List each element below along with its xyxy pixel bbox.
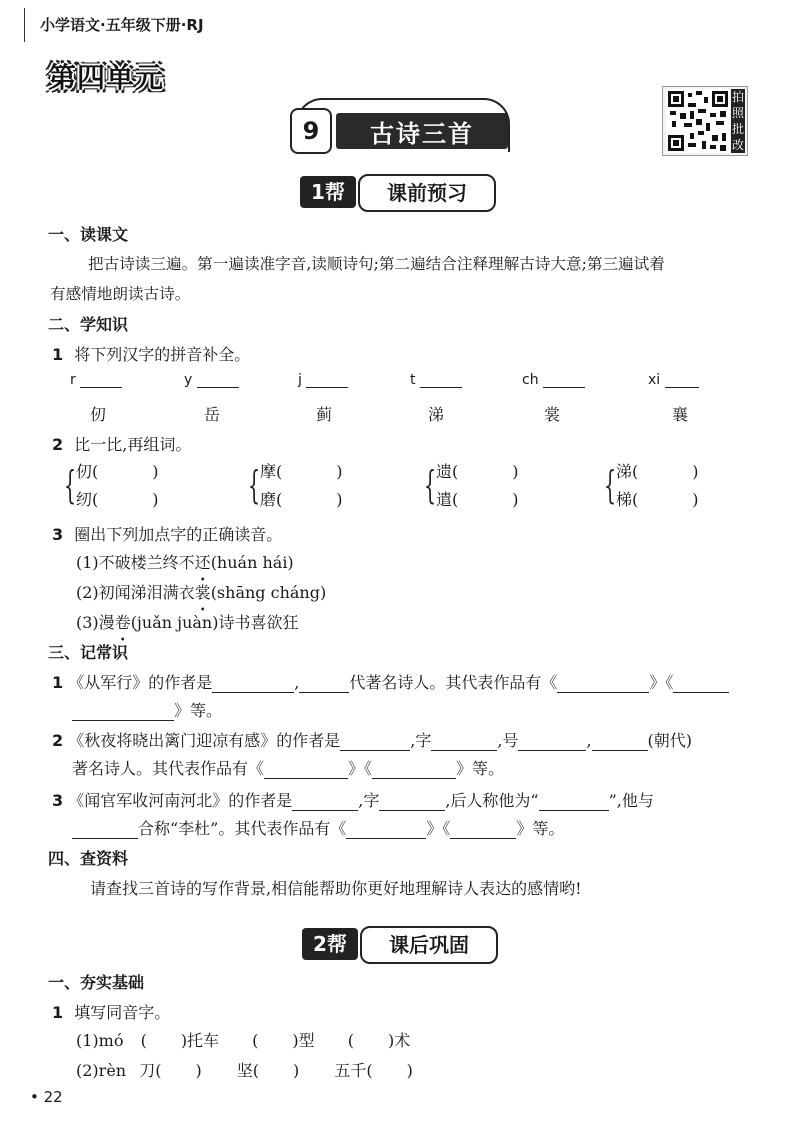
answer-blank[interactable]	[420, 373, 462, 388]
part3-q2-line1: 2 《秋夜将晓出篱门迎凉有感》的作者是 ,字 ,号 , (朝代)	[52, 731, 693, 750]
part4-heading: 四、查资料	[48, 849, 129, 868]
reading-item: (1)不破楼兰终不还(huán hái)	[76, 553, 294, 572]
question-number: 2	[52, 435, 64, 454]
section-2-banner	[302, 926, 498, 966]
header-series: 小学语文·五年级下册·RJ	[40, 16, 204, 34]
section-1-badge: 1帮	[300, 176, 356, 208]
section-1-title: 课前预习	[358, 174, 496, 212]
answer-blank[interactable]	[373, 1067, 407, 1081]
reading-item: (3)漫卷(juǎn juàn)诗书喜欲狂	[76, 613, 299, 632]
pinyin-item: y	[184, 372, 239, 388]
answer-blank[interactable]	[80, 373, 122, 388]
part1-text-line1: 把古诗读三遍。第一遍读准字音,读顺诗句;第二遍结合注释理解古诗大意;第三遍试着	[88, 255, 665, 273]
answer-blank[interactable]	[212, 678, 294, 693]
answer-blank[interactable]	[258, 1037, 292, 1051]
part4-text: 请查找三首诗的写作背景,相信能帮助你更好地理解诗人表达的感情哟!	[90, 879, 582, 898]
section-1-banner	[300, 174, 496, 214]
part3-q1-line1: 1 《从军行》的作者是 , 代著名诗人。其代表作品有《 》《	[52, 670, 729, 693]
question-text: 将下列汉字的拼音补全。	[74, 345, 251, 364]
answer-blank[interactable]	[372, 764, 456, 779]
part2-q2	[52, 432, 191, 455]
answer-blank[interactable]	[458, 500, 512, 514]
part2-heading: 二、学知识	[48, 315, 129, 334]
lesson-number: 9	[302, 117, 320, 145]
pinyin-char: 蓟	[316, 405, 333, 424]
reading-item: (2)初闻涕泪满衣裳(shāng cháng)	[76, 583, 327, 602]
part3-q3-line1: 3 《闻官军收河南河北》的作者是 ,字 ,后人称他为“ ”,他与	[52, 791, 654, 810]
answer-blank[interactable]	[431, 736, 497, 751]
pinyin-char: 涕	[428, 405, 445, 424]
answer-blank[interactable]	[292, 796, 358, 811]
part5-q1: 1 填写同音字。	[52, 1003, 171, 1022]
answer-blank[interactable]	[638, 472, 692, 486]
page-number: • 22	[30, 1088, 63, 1106]
answer-blank[interactable]	[518, 736, 586, 751]
part1-heading: 一、读课文	[48, 225, 129, 244]
part2-q1	[52, 342, 250, 365]
part3-q3-line2: 合称“李杜”。其代表作品有《 》《 》等。	[72, 816, 564, 839]
answer-blank[interactable]	[264, 764, 348, 779]
answer-blank[interactable]	[306, 373, 348, 388]
question-number: 1	[52, 345, 64, 364]
answer-blank[interactable]	[539, 796, 609, 811]
answer-blank[interactable]	[592, 736, 648, 751]
question-text: 比一比,再组词。	[74, 435, 192, 454]
pinyin-item: r	[70, 372, 122, 388]
brace-icon: {	[248, 463, 261, 507]
answer-blank[interactable]	[665, 373, 699, 388]
pinyin-char: 襄	[672, 405, 689, 424]
answer-blank[interactable]	[72, 824, 138, 839]
header-corner-line	[24, 8, 25, 42]
brace-icon: {	[64, 463, 77, 507]
pinyin-char: 仞	[90, 405, 107, 424]
question-number: 3	[52, 525, 64, 544]
homophone-row-2: (2)rèn 刀( ) 坚( ) 五千( )	[76, 1061, 413, 1080]
lesson-number-box	[290, 108, 332, 154]
part2-q3	[52, 522, 282, 545]
section-2-title: 课后巩固	[360, 926, 498, 964]
brace-icon: {	[604, 463, 617, 507]
part3-q2-line2: 著名诗人。其代表作品有《 》《 》等。	[72, 759, 505, 778]
answer-blank[interactable]	[450, 824, 516, 839]
answer-blank[interactable]	[72, 706, 174, 721]
answer-blank[interactable]	[638, 500, 692, 514]
answer-blank[interactable]	[458, 472, 512, 486]
pinyin-item: ch	[522, 372, 585, 388]
pinyin-item: j	[298, 372, 348, 388]
answer-blank[interactable]	[346, 824, 426, 839]
qr-code[interactable]	[662, 86, 748, 156]
answer-blank[interactable]	[673, 678, 729, 693]
answer-blank[interactable]	[147, 1037, 181, 1051]
answer-blank[interactable]	[98, 472, 152, 486]
answer-blank[interactable]	[282, 472, 336, 486]
answer-blank[interactable]	[543, 373, 585, 388]
answer-blank[interactable]	[557, 678, 649, 693]
answer-blank[interactable]	[379, 796, 445, 811]
answer-blank[interactable]	[299, 678, 349, 693]
answer-blank[interactable]	[98, 500, 152, 514]
answer-blank[interactable]	[197, 373, 239, 388]
unit-title: 第四单元	[48, 61, 165, 94]
pinyin-item: xi	[648, 372, 699, 388]
answer-blank[interactable]	[282, 500, 336, 514]
section-2-badge: 2帮	[302, 928, 358, 960]
qr-label: 拍照批改	[731, 90, 744, 152]
answer-blank[interactable]	[354, 1037, 388, 1051]
part3-heading: 三、记常识	[48, 643, 129, 662]
answer-blank[interactable]	[259, 1067, 293, 1081]
answer-blank[interactable]	[340, 736, 410, 751]
part1-text-line2: 有感情地朗读古诗。	[50, 285, 191, 303]
pinyin-char: 岳	[204, 405, 221, 424]
answer-blank[interactable]	[161, 1067, 195, 1081]
pinyin-char: 裳	[544, 405, 561, 424]
brace-icon: {	[424, 463, 437, 507]
question-text: 圈出下列加点字的正确读音。	[74, 525, 283, 544]
part5-heading: 一、夯实基础	[48, 973, 145, 992]
lesson-title-bar	[336, 113, 508, 149]
qr-code-icon	[666, 89, 730, 153]
pinyin-item: t	[410, 372, 462, 388]
homophone-row-1: (1)mó ( )托车 ( )型 ( )术	[76, 1031, 411, 1050]
lesson-title: 古诗三首	[370, 119, 474, 148]
part3-q1-line2: 》等。	[72, 698, 222, 721]
